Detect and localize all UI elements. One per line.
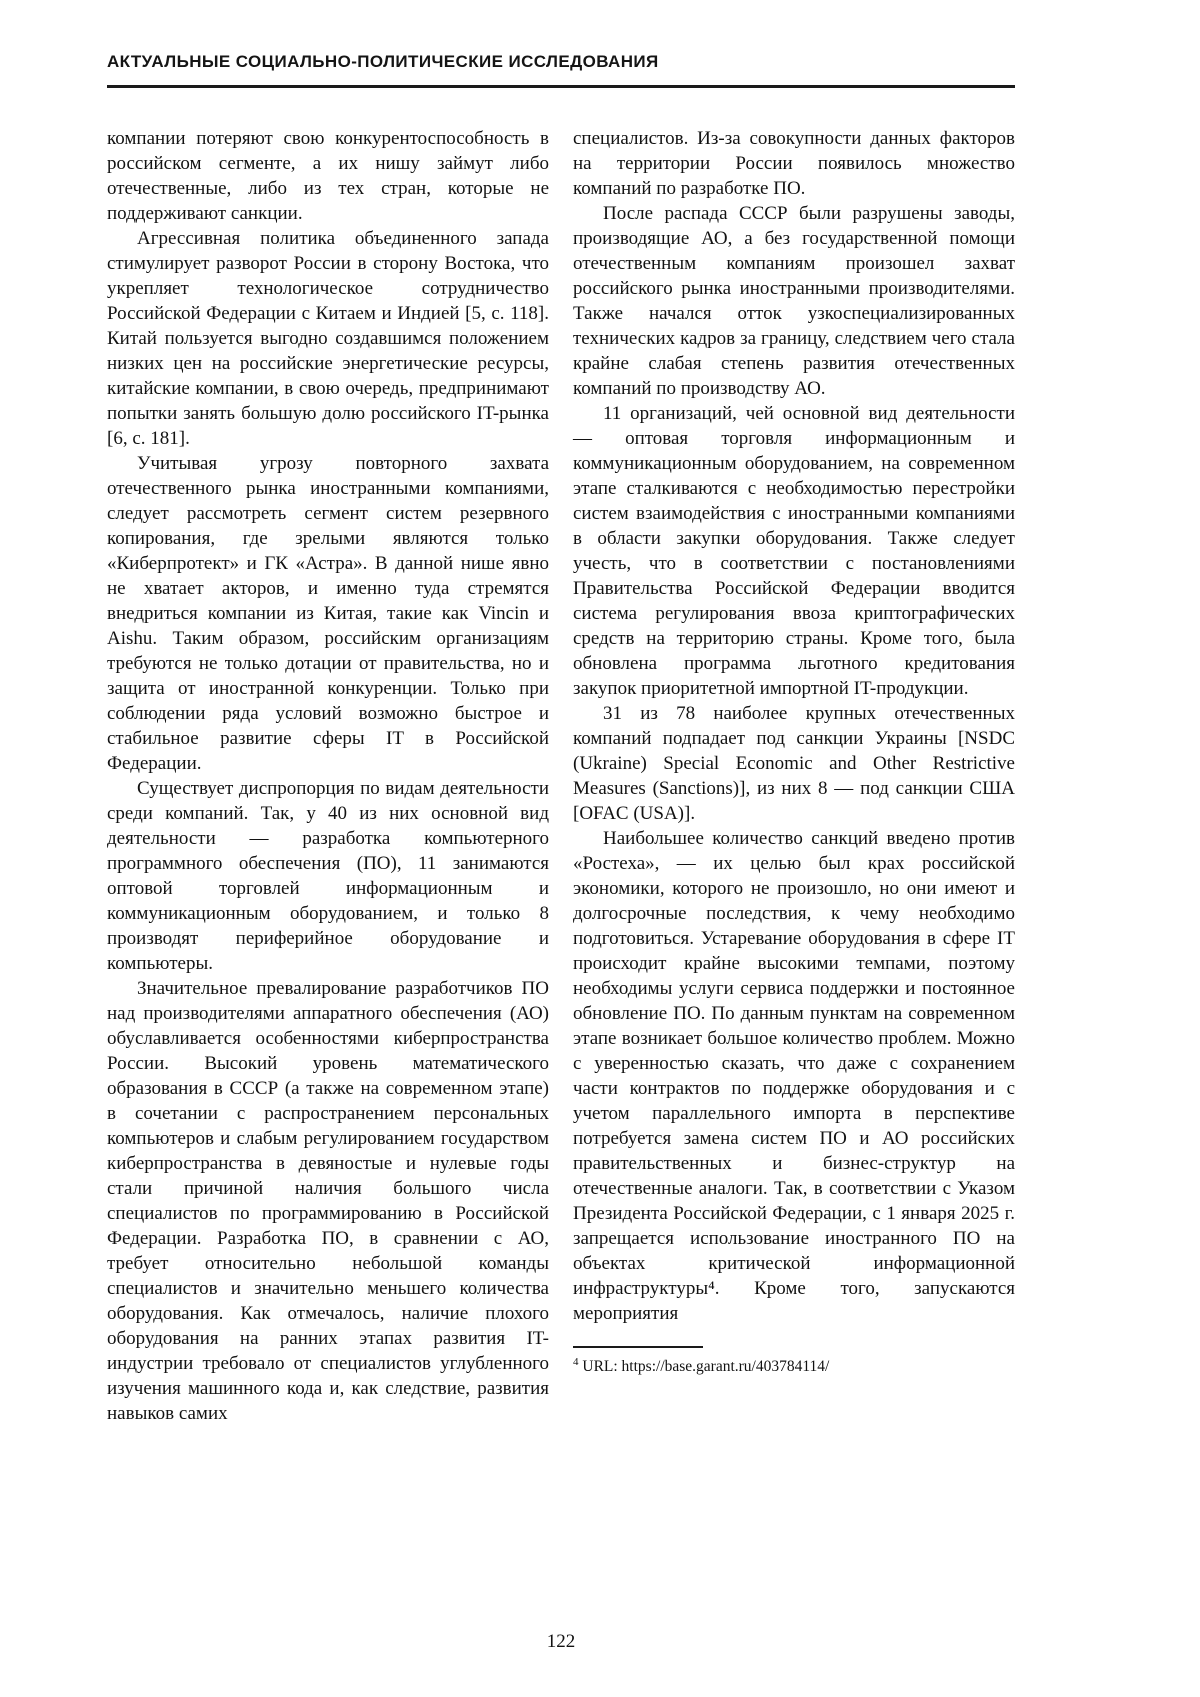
- page-number: 122: [546, 1631, 576, 1652]
- running-header: [107, 52, 1015, 88]
- paragraph: После распада СССР были разрушены заводы, производящие АО, а без государственной помощи отечественным компаниям произошел захват российского рынка иностранными производителями. Также начался отток узкоспециализированных технических кадров за границу, следствием чего стала крайне слабая степень развития отечественных компаний по производству АО.: [573, 203, 1015, 399]
- paragraph: 31 из 78 наиболее крупных отечественных компаний подпадает под санкции Украины [NSDC (Ukraine) Special Economic and Other Restrictive Measures (Sanctions)], из них 8 — под санкции США [OFAC (USA)].: [573, 703, 1015, 824]
- article-body: [107, 126, 1015, 1426]
- footnote-text: [573, 1357, 1015, 1377]
- paragraph: Наибольшее количество санкций введено против «Ростеха», — их целью был крах российской экономики, которого не произошло, но они имеют и долгосрочные последствия, к чему необходимо подготовиться. Устаревание оборудования в сфере IT происходит крайне высокими темпами, поэтому необходимы услуги сервиса поддержки и постоянное обновление ПО. По данным пунктам на современном этапе возникает большое количество проблем. Можно с уверенностью сказать, что даже с сохранением части контрактов по поддержке оборудования и с учетом параллельного импорта в перспективе потребуется замена систем ПО и АО российских правительственных и бизнес-структур на отечественные аналоги. Так, в соответствии с Указом Президента Российской Федерации, с 1 января 2025 г. запрещается использование иностранного ПО на объектах критической информационной инфраструктуры⁴. Кроме того, запускаются мероприятия: [573, 828, 1015, 1324]
- paragraph: Существует диспропорция по видам деятельности среди компаний. Так, у 40 из них основной вид деятельности — разработка компьютерного программного обеспечения (ПО), 11 занимаются оптовой торговлей информационным и коммуникационным оборудованием, и только 8 производят периферийное оборудование и компьютеры.: [107, 778, 549, 974]
- right-column: [573, 126, 1015, 1426]
- running-title: АКТУАЛЬНЫЕ СОЦИАЛЬНО-ПОЛИТИЧЕСКИЕ ИССЛЕДОВАНИЯ: [107, 52, 659, 71]
- paragraph: Учитывая угрозу повторного захвата отечественного рынка иностранными компаниями, следует рассмотреть сегмент систем резервного копирования, где зрелыми являются только «Киберпротект» и ГК «Астра». В данной нише явно не хватает акторов, и именно туда стремятся внедриться компании из Китая, такие как Vincin и Aishu. Таким образом, российским организациям требуются не только дотации от правительства, но и защита от иностранной конкуренции. Только при соблюдении ряда условий возможно быстрое и стабильное развитие сферы IT в Российской Федерации.: [107, 453, 549, 774]
- paragraph: компании потеряют свою конкурентоспособность в российском сегменте, а их нишу займут либо отечественные, либо из тех стран, которые не поддерживают санкции.: [107, 128, 549, 224]
- footnote-url: URL: https://base.garant.ru/403784114/: [582, 1357, 830, 1375]
- page-footer: [107, 1631, 1015, 1653]
- paragraph: 11 организаций, чей основной вид деятельности — оптовая торговля информационным и коммуникационным оборудованием, на современном этапе сталкиваются с необходимостью перестройки систем взаимодействия с иностранными компаниями в области закупки оборудования. Также следует учесть, что в соответствии с постановлениями Правительства Российской Федерации вводится система регулирования ввоза криптографических средств на территорию страны. Кроме того, была обновлена программа льготного кредитования закупок приоритетной импортной IT-продукции.: [573, 403, 1015, 699]
- footnote-rule: [573, 1346, 703, 1348]
- paragraph: Значительное превалирование разработчиков ПО над производителями аппаратного обеспечения (АО) обуславливается особенностями киберпространства России. Высокий уровень математического образования в СССР (а также на современном этапе) в сочетании с распространением персональных компьютеров и слабым регулированием государством киберпространства в девяностые и нулевые годы стали причиной наличия большого числа специалистов по программированию в Российской Федерации. Разработка ПО, в сравнении с АО, требует относительно небольшой команды специалистов и значительно меньшего количества оборудования. Как отмечалось, наличие плохого оборудования на ранних этапах развития IT-индустрии требовало от специалистов углубленного изучения машинного кода и, как следствие, развития навыков самих: [107, 978, 549, 1424]
- paragraph: специалистов. Из-за совокупности данных факторов на территории России появилось множество компаний по разработке ПО.: [573, 128, 1015, 199]
- header-rule: [107, 85, 1015, 88]
- left-column: [107, 126, 549, 1426]
- paragraph: Агрессивная политика объединенного запада стимулирует разворот России в сторону Востока, что укрепляет технологическое сотрудничество Российской Федерации с Китаем и Индией [5, с. 118]. Китай пользуется выгодно создавшимся положением низких цен на российские энергетические ресурсы, китайские компании, в свою очередь, предпринимают попытки занять большую долю российского IT-рынка [6, с. 181].: [107, 228, 549, 449]
- footnote: [573, 1346, 1015, 1377]
- footnote-marker: 4: [573, 1355, 579, 1368]
